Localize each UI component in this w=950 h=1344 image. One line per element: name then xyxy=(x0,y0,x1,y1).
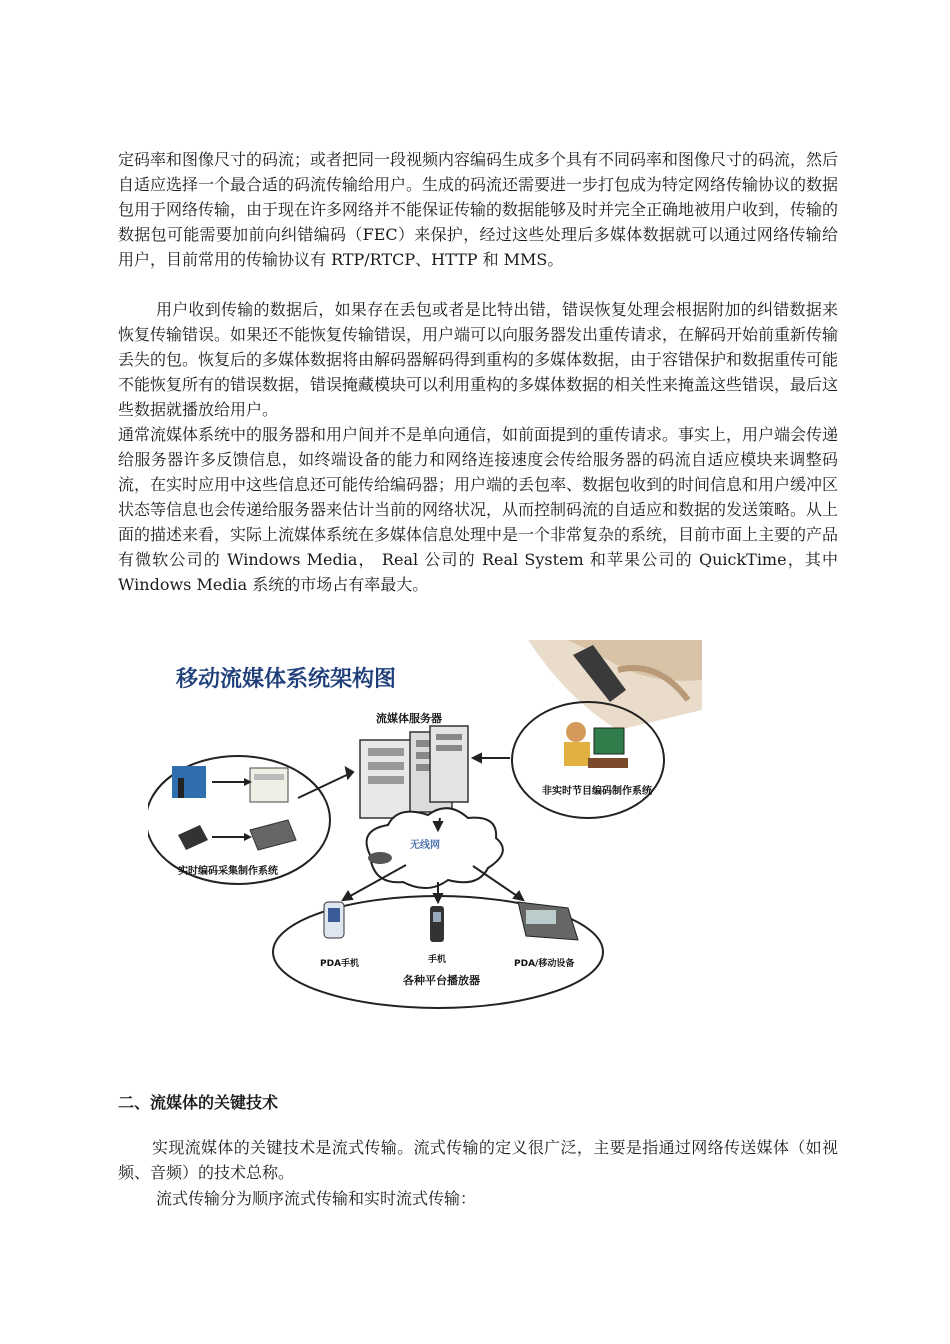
network-label: 无线网 xyxy=(410,840,440,851)
architecture-figure xyxy=(148,640,702,1012)
offline-label: 非实时节目编码制作系统 xyxy=(542,786,652,797)
paragraph-error-recovery: 用户收到传输的数据后，如果存在丢包或者是比特出错，错误恢复处理会根据附加的纠错数据来恢复传输错误。如果还不能恢复传输错误，用户端可以向服务器发出重传请求，在解码开始前重新传输丢失的包。恢复后的多媒体数据将由解码器解码得到重构的多媒体数据，由于容错保护和数据重传可能不能恢复所有的错误数据，错误掩藏模块可以利用重构的多媒体数据的相关性来掩盖这些错误，最后这些数据就播放给用户。 xyxy=(118,300,839,419)
server-icon xyxy=(360,726,468,818)
realtime-label: 实时编码采集制作系统 xyxy=(178,866,278,877)
phone-label: 手机 xyxy=(428,955,447,965)
paragraph-feedback: 通常流媒体系统中的服务器和用户间并不是单向通信，如前面提到的重传请求。事实上，用户端会传递给服务器许多反馈信息，如终端设备的能力和网络连接速度会传给服务器的码流自适应模块来调整码流，在实时应用中这些信息还可能传给编码器；用户端的丢包率、数据包收到的时间信息和用户缓冲区状态等信息也会传递给服务器来估计当前的网络状况，从而控制码流的自适应和数据的发送策略。从上面的描述来看，实际上流媒体系统在多媒体信息处理中是一个非常复杂的系统，目前市面上主要的产品有微软公司的 Windows Media， Real 公司的 Real System 和苹果公司的 QuickTime，其中 Windows Media 系统的市场占有率最大。 xyxy=(118,425,844,594)
server-label: 流媒体服务器 xyxy=(376,712,442,725)
architecture-diagram xyxy=(148,640,702,1012)
paragraph-streaming-types: 流式传输分为顺序流式传输和实时流式传输： xyxy=(156,1189,477,1208)
paragraph-key-technology: 实现流媒体的关键技术是流式传输。流式传输的定义很广泛，主要是指通过网络传送媒体（如视频、音频）的技术总称。 xyxy=(118,1138,838,1182)
figure-title: 移动流媒体系统架构图 xyxy=(176,667,397,692)
pda-phone-label: PDA手机 xyxy=(320,959,360,969)
players-label: 各种平台播放器 xyxy=(403,974,480,987)
paragraph-encoding: 定码率和图像尺寸的码流；或者把同一段视频内容编码生成多个具有不同码率和图像尺寸的码流，然后自适应选择一个最合适的码流传输给用户。生成的码流还需要进一步打包成为特定网络传输协议的数据包用于网络传输，由于现在许多网络并不能保证传输的数据能够及时并完全正确地被用户收到，传输的数据包可能需要加前向纠错编码（FEC）来保护，经过这些处理后多媒体数据就可以通过网络传输给用户，目前常用的传输协议有 RTP/RTCP、HTTP 和 MMS。 xyxy=(118,150,839,269)
pda-mobile-label: PDA/移动设备 xyxy=(514,959,575,969)
section-heading: 二、流媒体的关键技术 xyxy=(118,1093,279,1112)
